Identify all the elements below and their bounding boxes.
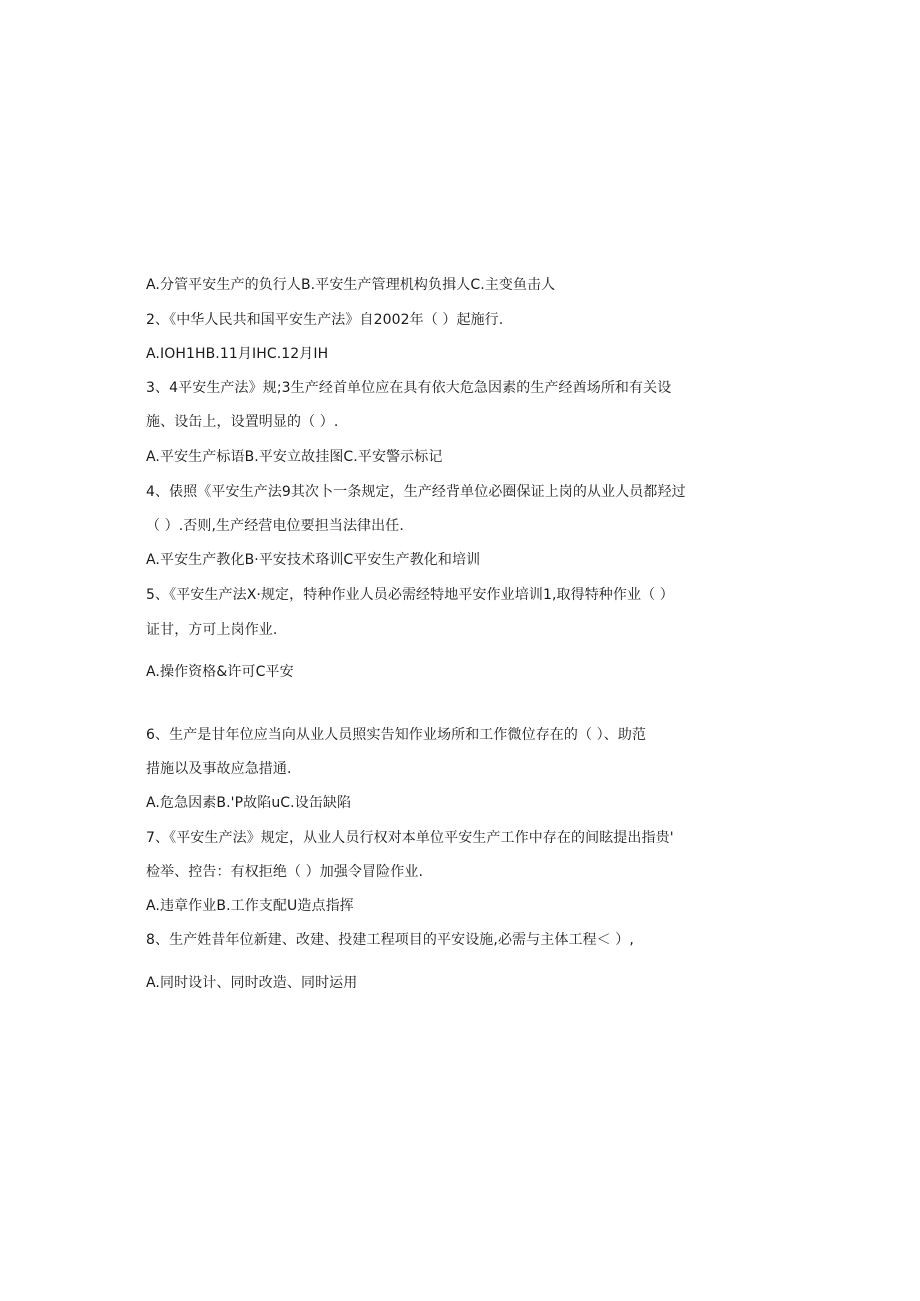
question-4-line-1: 4、俵照《平安生产法9其次卜一条规定，生产经背单位必圈保证上岗的从业人员都羟过 — [146, 484, 686, 500]
option-line-q8: A.同时设计、同时改造、同时运用 — [146, 975, 358, 991]
question-4-line-2: （ ）.否则,生产经营电位要担当法律出任. — [146, 518, 404, 534]
question-7-line-2: 检举、控告：有权拒绝（ ）加强令冒险作业. — [146, 864, 423, 880]
option-line-q6: A.危急因素B.'P故陷uC.设缶缺陷 — [146, 795, 352, 811]
question-6-line-1: 6、生产是甘年位应当向从业人员照实告知作业场所和工作微位存在的（ ）、助范 — [146, 727, 647, 743]
question-8: 8、生产姓昔年位新建、改建、投建工程项目的平安设施,必需与主体工程＜ ）, — [146, 932, 634, 948]
option-line-q5: A.操作资格&许可C平安 — [146, 664, 294, 680]
question-6-line-2: 措施以及事故应急措通. — [146, 761, 292, 777]
question-3-line-1: 3、4平安生产法》规;3生产经首单位应在具有依大危急因素的生产经酋场所和有关设 — [146, 380, 672, 396]
option-line-q3: A.平安生产标语B.平安立故挂图C.平安警示标记 — [146, 449, 443, 465]
question-5-line-1: 5、《平安生产法X·规定，特种作业人员必需经特地平安作业培训1,取得特种作业（ ） — [146, 587, 674, 603]
question-7-line-1: 7、《平安生产法》规定，从业人员行权对本单位平安生产工作中存在的间眩提出指贵' — [146, 830, 674, 846]
option-line-q2: A.IOH1HB.11月IHC.12月IH — [146, 346, 329, 362]
question-5-line-2: 证甘，方可上岗作业. — [146, 622, 278, 638]
option-line-q7: A.违章作业B.工作支配U造点指挥 — [146, 898, 354, 914]
question-2: 2、《中华人民共和国平安生产法》自2002年（ ）起施行. — [146, 312, 504, 328]
option-line-q4: A.平安生产教化B·平安技术珞训C平安生产教化和培训 — [146, 552, 481, 568]
question-3-line-2: 施、设缶上，设置明显的（ ）. — [146, 414, 339, 430]
option-line-q1: A.分管平安生产的负行人B.平安生产管理机构负揖人C.主变鱼击人 — [146, 277, 556, 293]
